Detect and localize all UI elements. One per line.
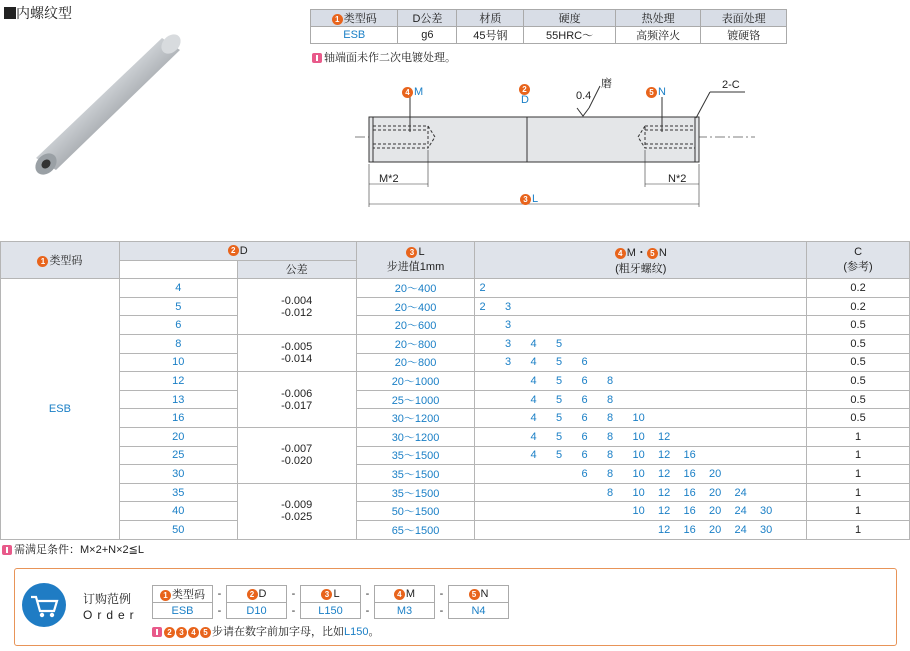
l-range: 50～1500 bbox=[356, 502, 475, 521]
note-icon bbox=[152, 627, 162, 637]
thread-sizes bbox=[475, 334, 807, 353]
l-range: 20～400 bbox=[356, 297, 475, 316]
thread-sizes bbox=[475, 465, 807, 484]
thread-size: 10 bbox=[632, 486, 645, 499]
table-row bbox=[1, 520, 910, 539]
thread-size: 10 bbox=[632, 449, 645, 462]
tolerance: -0.004 -0.012 bbox=[237, 279, 356, 335]
chamfer-value: 0.5 bbox=[807, 409, 910, 428]
table-row bbox=[1, 316, 910, 335]
table-row bbox=[1, 279, 910, 298]
l-range: 20～800 bbox=[356, 334, 475, 353]
d-value: 20 bbox=[119, 427, 237, 446]
order-table: 1 类型码 - 2 D - 3 L - 4 M - 5 N ESB - D10 - L150 - M3 - N4 bbox=[152, 585, 509, 619]
thread-size: 3 bbox=[504, 300, 512, 313]
thread-sizes bbox=[475, 446, 807, 465]
thread-size: 6 bbox=[581, 449, 588, 462]
thread-size: 2 bbox=[479, 300, 486, 313]
thread-sizes bbox=[475, 353, 807, 372]
thread-size: 12 bbox=[657, 449, 671, 462]
thread-sizes bbox=[475, 409, 807, 428]
d-value: 8 bbox=[119, 334, 237, 353]
table-row bbox=[1, 409, 910, 428]
d-value: 35 bbox=[119, 483, 237, 502]
thread-size: 16 bbox=[683, 523, 696, 536]
page-title: 内螺纹型 bbox=[4, 3, 72, 23]
thread-size: 6 bbox=[581, 393, 588, 406]
l-range: 35～1500 bbox=[356, 483, 475, 502]
thread-size: 24 bbox=[734, 505, 747, 518]
thread-size: 20 bbox=[708, 467, 722, 480]
thread-size: 20 bbox=[708, 505, 722, 518]
table-row bbox=[1, 353, 910, 372]
thread-size: 4 bbox=[530, 393, 537, 406]
thread-size: 6 bbox=[581, 356, 588, 369]
table-row bbox=[1, 372, 910, 391]
d-value: 4 bbox=[119, 279, 237, 298]
d-value: 30 bbox=[119, 465, 237, 484]
thread-size: 8 bbox=[606, 467, 614, 480]
thread-size: 3 bbox=[504, 337, 512, 350]
chamfer-value: 1 bbox=[807, 465, 910, 484]
chamfer-value: 0.5 bbox=[807, 316, 910, 335]
thread-size: 20 bbox=[708, 523, 722, 536]
l-range: 25～1000 bbox=[356, 390, 475, 409]
thread-size: 5 bbox=[555, 430, 563, 443]
thread-size: 8 bbox=[606, 412, 614, 425]
thread-size: 10 bbox=[632, 505, 645, 518]
note-icon bbox=[2, 545, 12, 555]
l-range: 30～1200 bbox=[356, 427, 475, 446]
chamfer-value: 0.5 bbox=[807, 372, 910, 391]
table-row bbox=[1, 502, 910, 521]
l-range: 35～1500 bbox=[356, 446, 475, 465]
thread-size: 3 bbox=[504, 356, 512, 369]
table-row bbox=[1, 297, 910, 316]
l-range: 20～400 bbox=[356, 279, 475, 298]
spec-table: 1 类型码 D公差 材质 硬度 热处理 表面处理 ESB g6 45号钢 55HRC～ 高频淬火 镀硬铬 bbox=[310, 9, 787, 44]
thread-size: 5 bbox=[555, 412, 563, 425]
d-value: 12 bbox=[119, 372, 237, 391]
table-row bbox=[1, 427, 910, 446]
thread-size: 5 bbox=[555, 374, 563, 387]
thread-size: 8 bbox=[606, 486, 614, 499]
chamfer-value: 1 bbox=[807, 483, 910, 502]
thread-size: 16 bbox=[683, 449, 696, 462]
chamfer-value: 1 bbox=[807, 502, 910, 521]
thread-size: 5 bbox=[555, 356, 563, 369]
tolerance: -0.005 -0.014 bbox=[237, 334, 356, 371]
thread-size: 30 bbox=[759, 505, 773, 518]
thread-size: 5 bbox=[555, 449, 563, 462]
chamfer-value: 0.2 bbox=[807, 279, 910, 298]
chamfer-value: 0.2 bbox=[807, 297, 910, 316]
thread-size: 16 bbox=[683, 486, 696, 499]
d-value: 5 bbox=[119, 297, 237, 316]
thread-sizes bbox=[475, 520, 807, 539]
thread-size: 10 bbox=[632, 430, 645, 443]
thread-size: 12 bbox=[657, 467, 671, 480]
thread-sizes bbox=[475, 483, 807, 502]
thread-size: 5 bbox=[555, 393, 563, 406]
thread-size: 6 bbox=[581, 467, 588, 480]
thread-size: 8 bbox=[606, 374, 614, 387]
product-image bbox=[14, 30, 194, 210]
thread-size: 4 bbox=[530, 412, 537, 425]
d-value: 25 bbox=[119, 446, 237, 465]
thread-size: 30 bbox=[759, 523, 773, 536]
d-value: 40 bbox=[119, 502, 237, 521]
table-row bbox=[1, 483, 910, 502]
dimension-table: 1 类型码 2 D 3 L 步进值1mm 4 M・ 5 N (粗牙螺纹) C (参考) 公差 ESB 4 -0.004 -0.012 20～400 2 0.2 5 20～400 2 3 0.2 6 20～600 3 0.5 8 -0.005 -0.014 20～800 3 4 5 0.5 10 20～800 3 4 5 6 0.5 12 -0.006 -0.017 20～1000 4 5 6 8 0.5 13 25～1000 4 5 6 8 0.5 16 30～1200 4 5 6 8 10 0.5 20 -0.007 -0.020 30～1200 4 5 6 8 10 12 1 25 35～1500 4 5 6 8 10 12 16 1 30 35～1500 6 8 10 12 16 20 1 35 -0.009 -0.025 35～1500 8 10 12 16 20 24 1 40 50～1500 10 12 16 20 24 30 1 50 65～1500 12 16 20 24 30 1 bbox=[0, 241, 910, 540]
table-row bbox=[1, 334, 910, 353]
thread-size: 24 bbox=[734, 523, 747, 536]
thread-size: 4 bbox=[530, 337, 537, 350]
l-range: 35～1500 bbox=[356, 465, 475, 484]
thread-size: 8 bbox=[606, 449, 614, 462]
thread-size: 2 bbox=[479, 281, 486, 294]
tolerance: -0.007 -0.020 bbox=[237, 427, 356, 483]
thread-size: 12 bbox=[657, 523, 671, 536]
chamfer-value: 0.5 bbox=[807, 334, 910, 353]
thread-size: 4 bbox=[530, 356, 537, 369]
l-range: 20～600 bbox=[356, 316, 475, 335]
l-range: 30～1200 bbox=[356, 409, 475, 428]
d-value: 13 bbox=[119, 390, 237, 409]
thread-size: 8 bbox=[606, 430, 614, 443]
thread-sizes bbox=[475, 390, 807, 409]
thread-size: 6 bbox=[581, 430, 588, 443]
d-value: 6 bbox=[119, 316, 237, 335]
thread-sizes bbox=[475, 427, 807, 446]
chamfer-value: 1 bbox=[807, 446, 910, 465]
thread-size: 12 bbox=[657, 430, 671, 443]
thread-size: 6 bbox=[581, 412, 588, 425]
thread-size: 4 bbox=[530, 374, 537, 387]
thread-size: 10 bbox=[632, 467, 645, 480]
cart-icon bbox=[22, 583, 66, 627]
thread-size: 4 bbox=[530, 449, 537, 462]
type-code: ESB bbox=[1, 279, 120, 539]
l-range: 20～1000 bbox=[356, 372, 475, 391]
thread-size: 16 bbox=[683, 467, 696, 480]
thread-size: 20 bbox=[708, 486, 722, 499]
thread-sizes bbox=[475, 502, 807, 521]
chamfer-value: 0.5 bbox=[807, 390, 910, 409]
thread-size: 3 bbox=[504, 319, 512, 332]
thread-size: 16 bbox=[683, 505, 696, 518]
thread-size: 5 bbox=[555, 337, 563, 350]
l-range: 20～800 bbox=[356, 353, 475, 372]
thread-size: 10 bbox=[632, 412, 645, 425]
chamfer-value: 1 bbox=[807, 520, 910, 539]
thread-sizes bbox=[475, 279, 807, 298]
tolerance: -0.009 -0.025 bbox=[237, 483, 356, 539]
thread-size: 24 bbox=[734, 486, 747, 499]
thread-size: 6 bbox=[581, 374, 588, 387]
thread-sizes bbox=[475, 372, 807, 391]
table-row bbox=[1, 446, 910, 465]
table-row bbox=[1, 390, 910, 409]
spec-note: 轴端面未作二次电镀处理。 bbox=[312, 49, 456, 65]
table-row bbox=[1, 465, 910, 484]
thread-size: 8 bbox=[606, 393, 614, 406]
tolerance: -0.006 -0.017 bbox=[237, 372, 356, 428]
chamfer-value: 0.5 bbox=[807, 353, 910, 372]
thread-size: 4 bbox=[530, 430, 537, 443]
thread-sizes bbox=[475, 316, 807, 335]
condition-note: 需满足条件：M×2+N×2≦L bbox=[2, 541, 144, 557]
d-value: 50 bbox=[119, 520, 237, 539]
order-note: 2 3 4 5 步请在数字前加字母，比如L150。 bbox=[152, 623, 379, 639]
thread-size: 12 bbox=[657, 505, 671, 518]
chamfer-value: 1 bbox=[807, 427, 910, 446]
l-range: 65～1500 bbox=[356, 520, 475, 539]
thread-size: 12 bbox=[657, 486, 671, 499]
thread-sizes bbox=[475, 297, 807, 316]
note-icon bbox=[312, 53, 322, 63]
d-value: 10 bbox=[119, 353, 237, 372]
d-value: 16 bbox=[119, 409, 237, 428]
